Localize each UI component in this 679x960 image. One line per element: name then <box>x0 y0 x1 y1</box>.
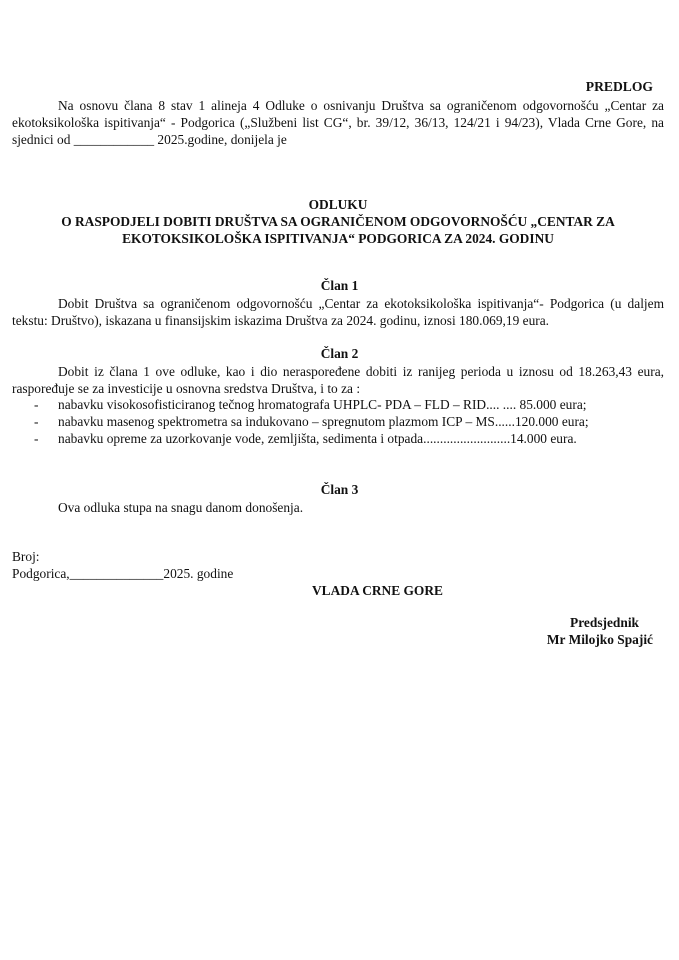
list-item-text: nabavku masenog spektrometra sa indukovano – spregnutom plazmom ICP – MS......120.000 eura; <box>58 414 589 429</box>
list-bullet: - <box>34 397 39 412</box>
article-3-heading: Član 3 <box>320 482 359 497</box>
investment-list <box>12 396 664 447</box>
number-label: Broj: <box>12 549 40 564</box>
list-bullet: - <box>34 414 39 429</box>
article-1-heading: Član 1 <box>320 278 359 293</box>
article-1-text: Dobit Društva sa ograničenom odgovornošću „Centar za ekotoksikološka ispitivanja“- Podgorica (u daljem tekstu: Društvo), iskazana u finansijskim iskazima Društva za 2024. godinu, iznosi 180.069,19 eura. <box>12 296 664 328</box>
intro-paragraph: Na osnovu člana 8 stav 1 alineja 4 Odluke o osnivanju Društva sa ograničenom odgovornošću „Centar za ekotoksikološka ispitivanja“ - Podgorica („Službeni list CG“, br. 39/12, 36/13, 124/21 i 94/23), Vlada Crne Gore, na sjednici od ____________ 2025.godine, donijela je <box>12 98 664 147</box>
article-3-text: Ova odluka stupa na snagu danom donošenja. <box>58 500 304 515</box>
signer-name: Mr Milojko Spajić <box>546 632 653 647</box>
list-item <box>12 413 664 430</box>
government-name: VLADA CRNE GORE <box>312 583 443 598</box>
list-item-text: nabavku visokosofisticiranog tečnog hromatografa UHPLC- PDA – FLD – RID.... .... 85.000 eura; <box>58 397 587 412</box>
decision-title-line2: O RASPODJELI DOBITI DRUŠTVA SA OGRANIČENOM ODGOVORNOŠĆU „CENTAR ZA EKOTOKSIKOLOŠKA ISPITIVANJA“ PODGORICA ZA 2024. GODINU <box>61 214 615 246</box>
decision-title <box>12 196 664 247</box>
list-item <box>12 396 664 413</box>
place-date-line: Podgorica,______________2025. godine <box>12 566 234 581</box>
signer-title: Predsjednik <box>570 615 639 630</box>
article-2-text: Dobit iz člana 1 ove odluke, kao i dio neraspoređene dobiti iz ranijeg perioda u iznosu od 18.263,43 eura, raspoređuje se za investicije u osnovna sredstva Društva, i to za : <box>12 364 664 396</box>
list-item-text: nabavku opreme za uzorkovanje vode, zemljišta, sedimenta i otpada..........................14.000 eura. <box>58 431 577 446</box>
list-bullet: - <box>34 431 39 446</box>
proposal-label: PREDLOG <box>585 79 653 94</box>
article-2-heading: Član 2 <box>320 346 359 361</box>
list-item <box>12 430 664 447</box>
decision-title-line1: ODLUKU <box>308 197 368 212</box>
